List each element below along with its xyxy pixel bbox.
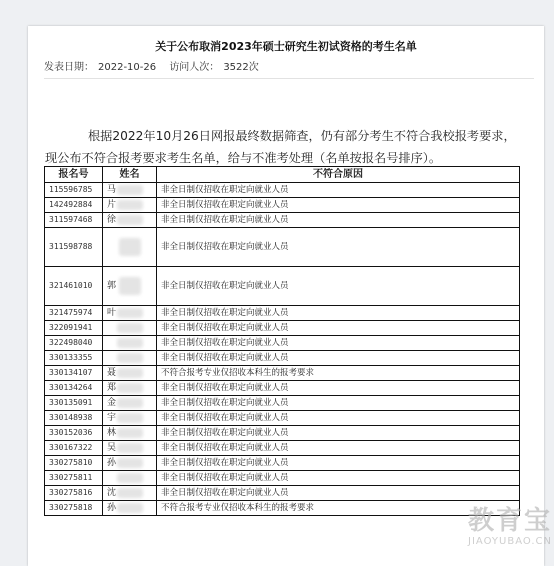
candidate-name [103,381,157,396]
name-redaction [117,488,143,498]
candidate-id: 330135091 [45,396,103,411]
article-page [28,26,552,566]
ineligibility-reason: 非全日制仅招收在职定向就业人员 [157,381,520,396]
candidate-name [103,183,157,198]
candidate-name [103,396,157,411]
candidate-id: 311597468 [45,213,103,228]
candidate-name [103,441,157,456]
intro-line-1: 根据2022年10月26日网报最终数据筛查，仍有部分考生不符合我校报考要求， [88,129,516,143]
candidate-name [103,426,157,441]
ineligibility-reason: 非全日制仅招收在职定向就业人员 [157,426,520,441]
candidate-name-text: 片 [107,200,117,210]
candidate-id: 330275811 [45,471,103,486]
candidate-name [103,471,157,486]
name-redaction [117,443,143,453]
ineligibility-reason: 非全日制仅招收在职定向就业人员 [157,228,520,267]
name-redaction [117,458,143,468]
table-row [45,471,520,486]
ineligibility-reason: 不符合报考专业仅招收本科生的报考要求 [157,366,520,381]
candidate-id: 330275816 [45,486,103,501]
watermark-domain: JIAOYUBAO.CN [468,536,552,547]
table-row [45,228,520,267]
ineligibility-reason: 非全日制仅招收在职定向就业人员 [157,396,520,411]
header-divider [44,78,534,79]
candidate-id: 330275818 [45,501,103,516]
ineligibility-reason: 非全日制仅招收在职定向就业人员 [157,183,520,198]
candidate-id: 330134264 [45,381,103,396]
date-label: 发表日期： [44,62,94,73]
name-redaction [117,428,143,438]
ineligibility-reason: 非全日制仅招收在职定向就业人员 [157,306,520,321]
candidate-name [103,336,157,351]
table-row [45,441,520,456]
candidate-id: 330152036 [45,426,103,441]
visit-count: 3522次 [223,62,259,73]
candidate-name [103,267,157,306]
candidate-name-text: 聂 [107,368,117,378]
candidate-id: 330148938 [45,411,103,426]
table-row [45,213,520,228]
header-name: 姓名 [103,167,157,183]
table-row [45,183,520,198]
name-redaction [117,383,143,393]
name-redaction [117,323,143,333]
publish-date: 2022-10-26 [98,62,157,73]
table-row [45,336,520,351]
intro-text [17,125,516,169]
ineligibility-reason: 非全日制仅招收在职定向就业人员 [157,336,520,351]
table-row [45,456,520,471]
ineligibility-reason: 非全日制仅招收在职定向就业人员 [157,456,520,471]
candidate-name-text: 沈 [107,488,117,498]
article-meta [44,58,263,73]
ineligibility-reason: 不符合报考专业仅招收本科生的报考要求 [157,501,520,516]
table-row [45,321,520,336]
name-redaction [117,200,143,210]
candidate-id: 330167322 [45,441,103,456]
ineligibility-reason: 非全日制仅招收在职定向就业人员 [157,471,520,486]
watermark-text: 教育宝 [467,506,552,536]
candidate-id: 311598788 [45,228,103,267]
name-redaction [117,503,143,513]
candidate-id: 321475974 [45,306,103,321]
table-row [45,351,520,366]
intro-line-2: 现公布不符合报考要求考生名单，给与不准考处理（名单按报名号排序）。 [45,151,442,165]
candidate-name [103,228,157,267]
candidate-name-text: 吴 [107,443,117,453]
candidate-id: 115596785 [45,183,103,198]
name-redaction [117,413,143,423]
ineligibility-reason: 非全日制仅招收在职定向就业人员 [157,441,520,456]
ineligibility-reason: 非全日制仅招收在职定向就业人员 [157,321,520,336]
header-reason: 不符合原因 [157,167,520,183]
candidate-name [103,366,157,381]
name-redaction [119,238,141,256]
candidate-name [103,321,157,336]
candidate-name [103,501,157,516]
candidate-name-text: 孙 [107,503,117,513]
visits-label: 访问人次： [169,62,220,73]
candidate-name [103,456,157,471]
table-row [45,267,520,306]
candidate-id: 330134107 [45,366,103,381]
candidate-id: 321461010 [45,267,103,306]
candidate-id: 142492884 [45,198,103,213]
ineligibility-reason: 非全日制仅招收在职定向就业人员 [157,486,520,501]
candidate-name-text: 徐 [107,215,117,225]
candidate-name [103,198,157,213]
name-redaction [117,398,143,408]
header-id: 报名号 [45,167,103,183]
name-redaction [117,338,143,348]
candidate-name-text: 宇 [107,413,117,423]
candidate-id: 330133355 [45,351,103,366]
candidate-name-text: 郑 [107,383,117,393]
candidate-name-text: 林 [107,428,117,438]
table-row [45,366,520,381]
ineligibility-reason: 非全日制仅招收在职定向就业人员 [157,411,520,426]
table-row [45,426,520,441]
candidate-id: 330275810 [45,456,103,471]
candidate-id: 322498040 [45,336,103,351]
ineligibility-reason: 非全日制仅招收在职定向就业人员 [157,213,520,228]
candidate-name [103,306,157,321]
candidate-name [103,351,157,366]
name-redaction [117,215,143,225]
name-redaction [117,185,143,195]
ineligibility-reason: 非全日制仅招收在职定向就业人员 [157,351,520,366]
watermark-logo [446,506,554,548]
candidate-name [103,411,157,426]
table-row [45,381,520,396]
table-row [45,411,520,426]
candidate-name-text: 马 [107,185,117,195]
candidate-table [44,166,520,516]
article-title: 关于公布取消2023年硕士研究生初试资格的考生名单 [155,40,417,53]
name-redaction [119,277,141,295]
candidate-name-text: 叶 [107,308,117,318]
name-redaction [117,368,143,378]
table-row [45,486,520,501]
candidate-name-text: 孙 [107,458,117,468]
candidate-name-text: 金 [107,398,117,408]
name-redaction [117,353,143,363]
candidate-name [103,213,157,228]
candidate-name [103,486,157,501]
ineligibility-reason: 非全日制仅招收在职定向就业人员 [157,198,520,213]
name-redaction [117,308,143,318]
ineligibility-reason: 非全日制仅招收在职定向就业人员 [157,267,520,306]
table-row [45,198,520,213]
table-row [45,396,520,411]
candidate-name-text: 郭 [107,281,117,291]
table-row [45,306,520,321]
name-redaction [117,473,143,483]
candidate-id: 322091941 [45,321,103,336]
table-header-row [45,167,520,183]
